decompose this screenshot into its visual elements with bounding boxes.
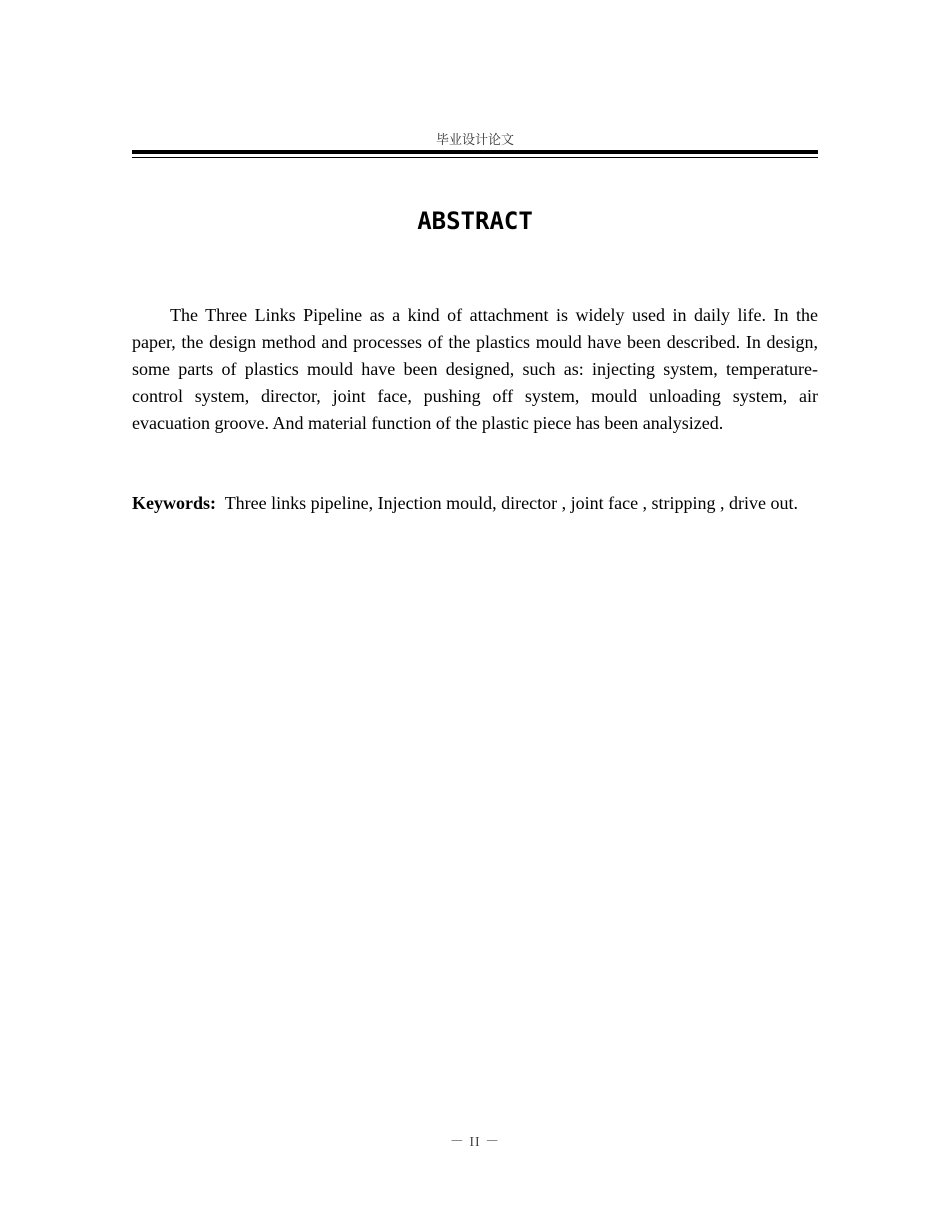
header-rule-thin [132,157,818,159]
keywords-paragraph [132,490,818,517]
page-number: － II － [449,1135,501,1150]
keywords-text: Three links pipeline, Injection mould, director , joint face , stripping , drive out. [224,493,799,513]
running-header: 毕业设计论文 [435,133,514,148]
header-rule-thick [132,150,818,154]
abstract-paragraph: The Three Links Pipeline as a kind of attachment is widely used in daily life. In the paper, the design method and processes of the plastics mould have been described. In design, some parts of plastics mould have been designed, such as: injecting system, temperature-control system, director, joint face, pushing off system, mould unloading system, air evacuation groove. And material function of the plastic piece has been analysized. [132,305,818,433]
page-title: ABSTRACT [417,207,533,235]
keywords-label: Keywords: [132,493,216,513]
